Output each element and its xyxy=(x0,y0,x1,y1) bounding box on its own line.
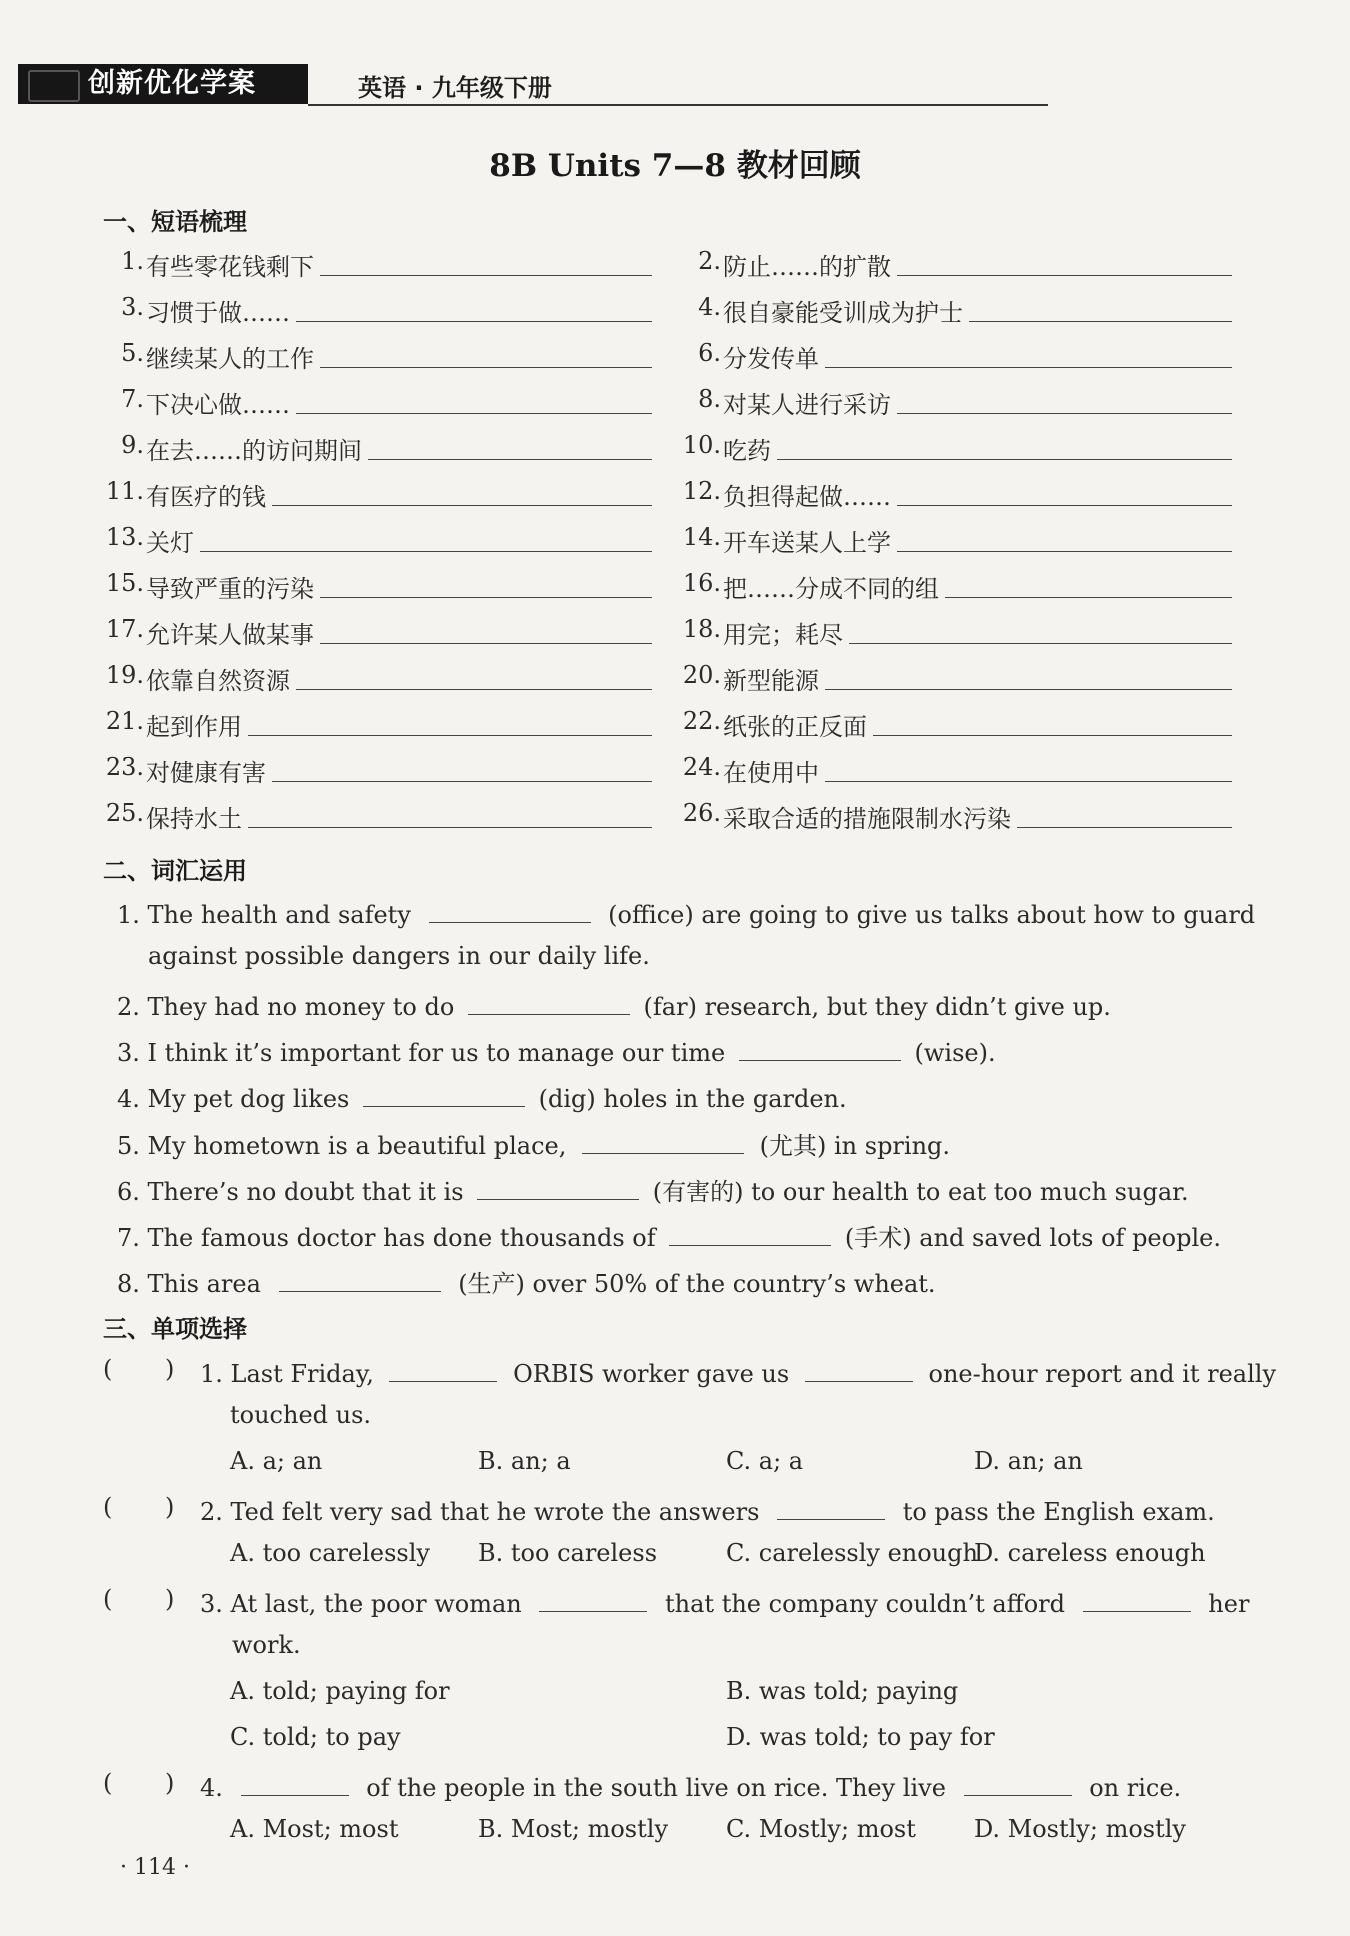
choice-question-2 xyxy=(200,1493,1215,1526)
bracket-open: ( xyxy=(103,1493,113,1521)
question-text: 2. Ted felt very sad that he wrote the answers xyxy=(200,1498,760,1526)
option-c[interactable]: C. told; to pay xyxy=(230,1723,401,1751)
answer-blank[interactable] xyxy=(1083,1585,1191,1612)
phrase-item xyxy=(682,799,1232,833)
option-d[interactable]: D. was told; to pay for xyxy=(726,1723,995,1751)
phrase-number: 11. xyxy=(105,477,144,505)
phrase-item xyxy=(682,523,1232,557)
phrase-item xyxy=(105,707,652,741)
phrase-item xyxy=(105,615,652,649)
phrase-number: 9. xyxy=(121,431,144,459)
phrase-item xyxy=(121,385,652,419)
phrase-item xyxy=(698,293,1232,327)
question-text: 5. My hometown is a beautiful place, xyxy=(117,1132,567,1160)
question-text: (手术) and saved lots of people. xyxy=(844,1224,1221,1252)
bracket-close: ) xyxy=(165,1769,175,1797)
phrase-text: 开车送某人上学 xyxy=(723,529,891,557)
phrase-text: 分发传单 xyxy=(723,345,819,373)
answer-blank[interactable] xyxy=(873,735,1232,736)
vocab-question-1 xyxy=(117,896,1255,929)
phrase-item xyxy=(121,293,652,327)
phrase-item xyxy=(682,615,1232,649)
answer-blank[interactable] xyxy=(279,1265,441,1292)
phrase-item xyxy=(105,523,652,557)
phrase-item xyxy=(682,661,1232,695)
phrase-text: 采取合适的措施限制水污染 xyxy=(723,805,1011,833)
answer-blank[interactable] xyxy=(969,321,1232,322)
choice-question-3-cont: work. xyxy=(232,1631,301,1659)
option-b[interactable]: B. an; a xyxy=(478,1447,571,1475)
brand-logo: 创新优化学案 xyxy=(18,64,308,104)
phrase-number: 24. xyxy=(682,753,721,781)
phrase-item xyxy=(121,247,652,281)
answer-blank[interactable] xyxy=(320,597,652,598)
question-text: on rice. xyxy=(1089,1774,1182,1802)
phrase-text: 习惯于做…… xyxy=(146,299,290,327)
phrase-number: 25. xyxy=(105,799,144,827)
answer-blank[interactable] xyxy=(777,459,1232,460)
answer-blank[interactable] xyxy=(825,367,1232,368)
bracket-open: ( xyxy=(103,1585,113,1613)
phrase-number: 14. xyxy=(682,523,721,551)
question-text: her xyxy=(1208,1590,1250,1618)
section-heading-choice: 三、单项选择 xyxy=(103,1315,247,1343)
phrase-number: 12. xyxy=(682,477,721,505)
option-d[interactable]: D. careless enough xyxy=(974,1539,1206,1567)
question-text: (尤其) in spring. xyxy=(759,1132,951,1160)
choice-question-4 xyxy=(200,1769,1181,1802)
option-c[interactable]: C. a; a xyxy=(726,1447,804,1475)
answer-blank[interactable] xyxy=(248,735,652,736)
phrase-text: 允许某人做某事 xyxy=(146,621,314,649)
answer-blank[interactable] xyxy=(320,275,652,276)
answer-blank[interactable] xyxy=(477,1173,639,1200)
vocab-question-3 xyxy=(117,1034,996,1067)
phrase-item xyxy=(682,569,1232,603)
page-header xyxy=(18,58,1038,108)
vocab-question-1-cont: against possible dangers in our daily life. xyxy=(148,942,650,970)
phrase-text: 新型能源 xyxy=(723,667,819,695)
phrase-number: 7. xyxy=(121,385,144,413)
phrase-item xyxy=(682,431,1232,465)
phrase-text: 起到作用 xyxy=(146,713,242,741)
phrase-item xyxy=(698,385,1232,419)
phrase-number: 6. xyxy=(698,339,721,367)
option-a[interactable]: A. a; an xyxy=(230,1447,323,1475)
phrase-item xyxy=(121,339,652,373)
phrase-text: 把……分成不同的组 xyxy=(723,575,939,603)
phrase-item xyxy=(698,339,1232,373)
header-rule xyxy=(308,104,1048,106)
phrase-text: 很自豪能受训成为护士 xyxy=(723,299,963,327)
answer-blank[interactable] xyxy=(296,689,652,690)
question-text: 3. At last, the poor woman xyxy=(200,1590,522,1618)
answer-blank[interactable] xyxy=(363,1080,525,1107)
option-a[interactable]: A. too carelessly xyxy=(230,1539,430,1567)
question-text: (dig) holes in the garden. xyxy=(538,1085,847,1113)
option-b[interactable]: B. was told; paying xyxy=(726,1677,959,1705)
option-b[interactable]: B. Most; mostly xyxy=(478,1815,668,1843)
question-text: 2. They had no money to do xyxy=(117,993,455,1021)
bracket-close: ) xyxy=(165,1493,175,1521)
answer-blank[interactable] xyxy=(368,459,652,460)
phrase-item xyxy=(121,431,652,465)
phrase-item xyxy=(682,477,1232,511)
phrase-text: 防止……的扩散 xyxy=(723,253,891,281)
answer-blank[interactable] xyxy=(669,1219,831,1246)
vocab-question-5 xyxy=(117,1126,950,1161)
option-c[interactable]: C. Mostly; most xyxy=(726,1815,916,1843)
option-d[interactable]: D. an; an xyxy=(974,1447,1083,1475)
page-title: 8B Units 7—8 教材回顾 xyxy=(489,148,861,184)
answer-blank[interactable] xyxy=(964,1769,1072,1796)
answer-blank[interactable] xyxy=(296,413,652,414)
question-text: 7. The famous doctor has done thousands of xyxy=(117,1224,656,1252)
question-text: (有害的) to our health to eat too much sugar. xyxy=(652,1178,1189,1206)
phrase-text: 对某人进行采访 xyxy=(723,391,891,419)
bracket-open: ( xyxy=(103,1769,113,1797)
phrase-text: 有医疗的钱 xyxy=(146,483,266,511)
bracket-close: ) xyxy=(165,1355,175,1383)
phrase-text: 用完；耗尽 xyxy=(723,621,843,649)
answer-blank[interactable] xyxy=(897,275,1232,276)
answer-blank[interactable] xyxy=(248,827,652,828)
vocab-question-4 xyxy=(117,1080,847,1113)
phrase-number: 4. xyxy=(698,293,721,321)
question-text: (far) research, but they didn’t give up. xyxy=(643,993,1111,1021)
question-text: 8. This area xyxy=(117,1270,261,1298)
section-heading-phrases: 一、短语梳理 xyxy=(103,208,247,236)
phrase-item xyxy=(105,799,652,833)
answer-blank[interactable] xyxy=(320,643,652,644)
choice-question-1-cont: touched us. xyxy=(230,1401,372,1429)
phrase-text: 导致严重的污染 xyxy=(146,575,314,603)
phrase-item xyxy=(105,569,652,603)
phrase-number: 2. xyxy=(698,247,721,275)
answer-blank[interactable] xyxy=(825,689,1232,690)
option-a[interactable]: A. Most; most xyxy=(230,1815,399,1843)
choice-question-1 xyxy=(200,1355,1276,1388)
phrase-number: 10. xyxy=(682,431,721,459)
answer-blank[interactable] xyxy=(849,643,1232,644)
phrase-number: 20. xyxy=(682,661,721,689)
phrase-number: 13. xyxy=(105,523,144,551)
phrase-text: 继续某人的工作 xyxy=(146,345,314,373)
page-number: · 114 · xyxy=(120,1855,190,1880)
question-text: one-hour report and it really xyxy=(928,1360,1277,1388)
phrase-item xyxy=(105,753,652,787)
phrase-text: 依靠自然资源 xyxy=(146,667,290,695)
bracket-close: ) xyxy=(165,1585,175,1613)
phrase-number: 3. xyxy=(121,293,144,321)
answer-blank[interactable] xyxy=(1017,827,1232,828)
phrase-number: 15. xyxy=(105,569,144,597)
phrase-text: 保持水土 xyxy=(146,805,242,833)
section-heading-vocab: 二、词汇运用 xyxy=(103,857,247,885)
phrase-number: 5. xyxy=(121,339,144,367)
answer-blank[interactable] xyxy=(825,781,1232,782)
phrase-number: 19. xyxy=(105,661,144,689)
option-b[interactable]: B. too careless xyxy=(478,1539,658,1567)
answer-blank[interactable] xyxy=(429,896,591,923)
phrase-number: 26. xyxy=(682,799,721,827)
phrase-number: 21. xyxy=(105,707,144,735)
phrase-text: 负担得起做…… xyxy=(723,483,891,511)
question-text: 1. The health and safety xyxy=(117,901,411,929)
phrase-text: 在使用中 xyxy=(723,759,819,787)
answer-blank[interactable] xyxy=(897,505,1232,506)
answer-blank[interactable] xyxy=(200,551,652,552)
phrase-text: 纸张的正反面 xyxy=(723,713,867,741)
question-text: (生产) over 50% of the country’s wheat. xyxy=(458,1270,936,1298)
question-text: 4. xyxy=(200,1774,223,1802)
phrase-item xyxy=(682,753,1232,787)
question-text: 1. Last Friday, xyxy=(200,1360,374,1388)
phrase-text: 有些零花钱剩下 xyxy=(146,253,314,281)
answer-blank[interactable] xyxy=(320,367,652,368)
vocab-question-7 xyxy=(117,1218,1221,1253)
phrase-number: 17. xyxy=(105,615,144,643)
question-text: 3. I think it’s important for us to manage our time xyxy=(117,1039,726,1067)
phrase-item xyxy=(682,707,1232,741)
answer-blank[interactable] xyxy=(897,551,1232,552)
answer-blank[interactable] xyxy=(777,1493,885,1520)
question-text: 6. There’s no doubt that it is xyxy=(117,1178,464,1206)
vocab-question-2 xyxy=(117,988,1111,1021)
phrase-number: 8. xyxy=(698,385,721,413)
phrase-text: 在去……的访问期间 xyxy=(146,437,362,465)
phrase-number: 18. xyxy=(682,615,721,643)
vocab-question-6 xyxy=(117,1172,1189,1207)
answer-blank[interactable] xyxy=(539,1585,647,1612)
phrase-number: 22. xyxy=(682,707,721,735)
phrase-item xyxy=(105,477,652,511)
phrase-text: 吃药 xyxy=(723,437,771,465)
option-d[interactable]: D. Mostly; mostly xyxy=(974,1815,1186,1843)
answer-blank[interactable] xyxy=(296,321,652,322)
question-text: ORBIS worker gave us xyxy=(513,1360,790,1388)
answer-blank[interactable] xyxy=(897,413,1232,414)
phrase-number: 1. xyxy=(121,247,144,275)
option-a[interactable]: A. told; paying for xyxy=(230,1677,450,1705)
phrase-text: 关灯 xyxy=(146,529,194,557)
question-text: of the people in the south live on rice. They live xyxy=(366,1774,946,1802)
vocab-question-8 xyxy=(117,1264,936,1299)
answer-blank[interactable] xyxy=(945,597,1232,598)
phrase-text: 对健康有害 xyxy=(146,759,266,787)
phrase-item xyxy=(698,247,1232,281)
question-text: to pass the English exam. xyxy=(902,1498,1215,1526)
phrase-text: 下决心做…… xyxy=(146,391,290,419)
answer-blank[interactable] xyxy=(389,1355,497,1382)
answer-blank[interactable] xyxy=(272,505,652,506)
choice-question-3 xyxy=(200,1585,1249,1618)
phrase-item xyxy=(105,661,652,695)
phrase-number: 23. xyxy=(105,753,144,781)
question-text: (office) are going to give us talks about how to guard xyxy=(608,901,1256,929)
phrase-number: 16. xyxy=(682,569,721,597)
bracket-open: ( xyxy=(103,1355,113,1383)
question-text: (wise). xyxy=(914,1039,996,1067)
answer-blank[interactable] xyxy=(739,1034,901,1061)
book-title: 英语 · 九年级下册 xyxy=(358,74,552,102)
answer-blank[interactable] xyxy=(272,781,652,782)
question-text: 4. My pet dog likes xyxy=(117,1085,350,1113)
answer-blank[interactable] xyxy=(805,1355,913,1382)
answer-blank[interactable] xyxy=(241,1769,349,1796)
option-c[interactable]: C. carelessly enough xyxy=(726,1539,978,1567)
question-text: that the company couldn’t afford xyxy=(665,1590,1065,1618)
answer-blank[interactable] xyxy=(468,988,630,1015)
answer-blank[interactable] xyxy=(582,1127,744,1154)
